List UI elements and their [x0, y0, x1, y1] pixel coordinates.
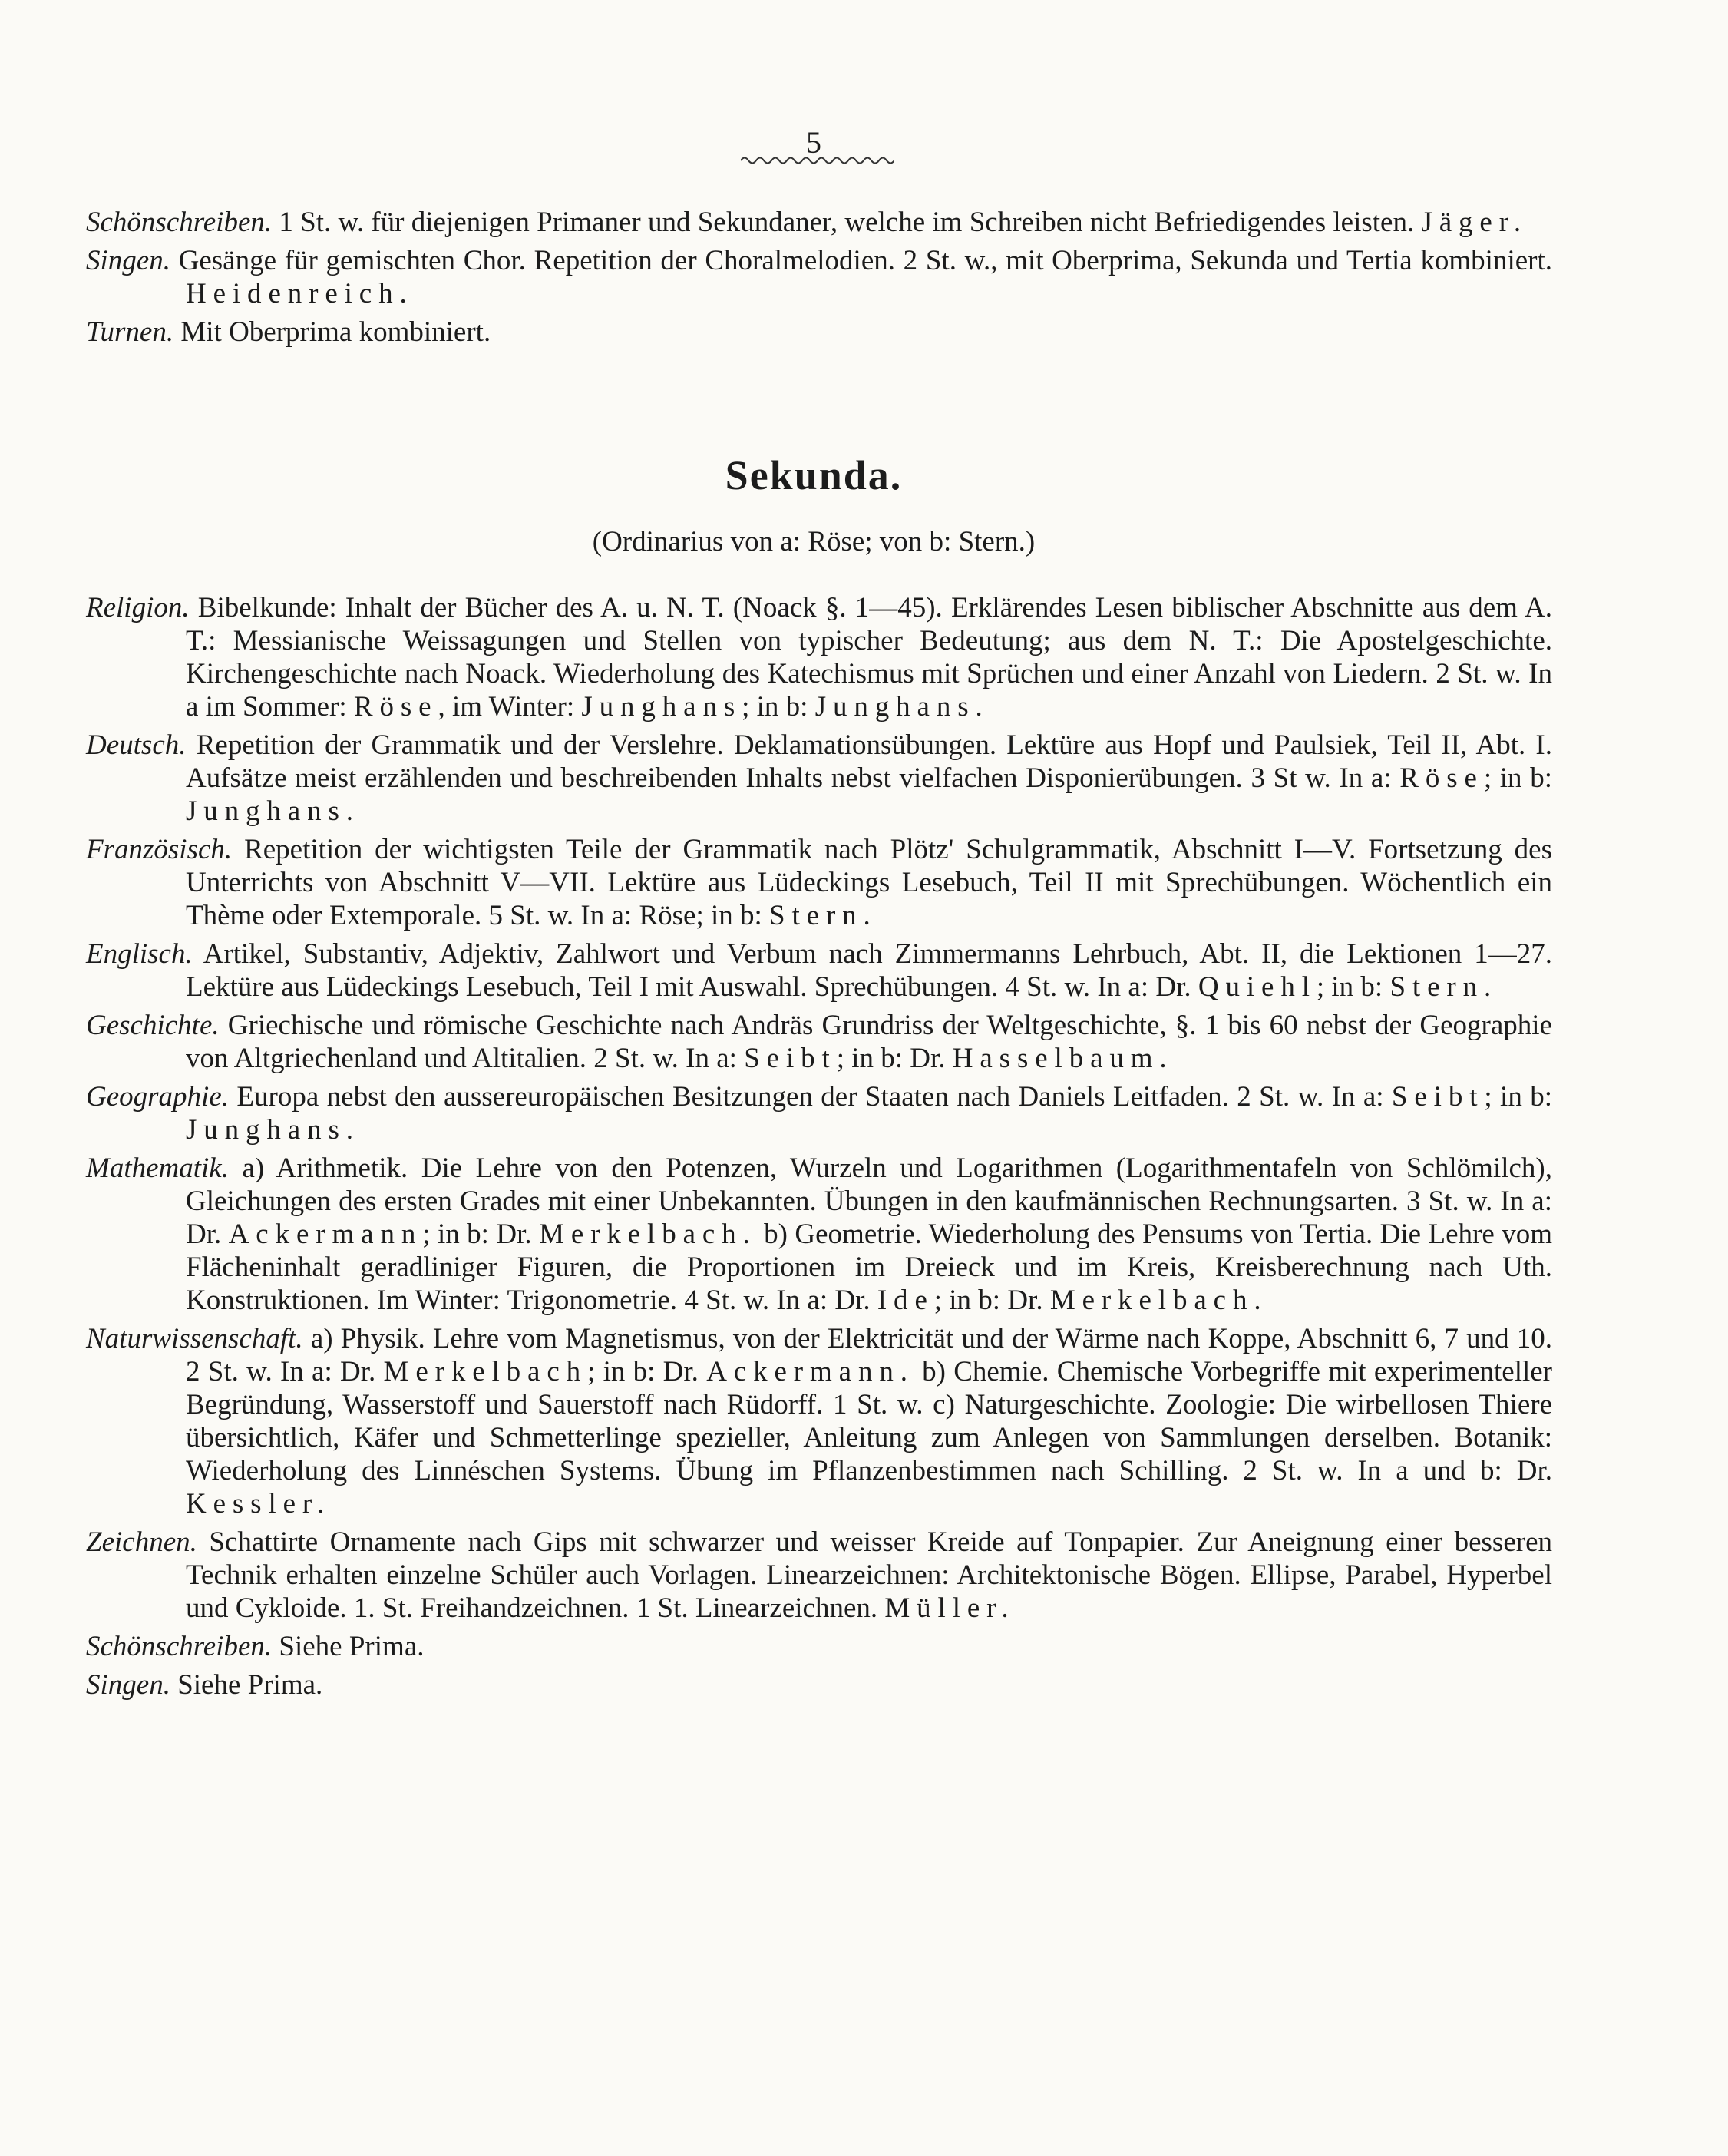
subject-entry — [86, 1322, 1552, 1520]
teacher-name: Junghans. — [186, 795, 360, 827]
teacher-name: Ackermann. — [706, 1356, 914, 1387]
teacher-name: Röse — [1399, 762, 1484, 794]
entry-text: ; in b: — [1483, 762, 1553, 794]
teacher-name: Junghans — [581, 691, 742, 723]
entry-text: Europa nebst den aussereuropäischen Besitzungen der Staaten nach Daniels Leitfaden. 2 St. w. In a: — [236, 1081, 1392, 1113]
subject-label: Schönschreiben. — [86, 207, 273, 238]
subject-entry — [86, 1009, 1552, 1075]
entry-text: Siehe Prima. — [279, 1631, 425, 1662]
entry-text: Schattirte Ornamente nach Gips mit schwarzer und weisser Kreide auf Tonpapier. Zur Aneignung einer besseren Technik erhalten einzelne Schüler auch Vorlagen. Linearzeichnen: Architektonische Bögen. Ellipse, Parabel, Hyperbel und Cykloide. 1. St. Freihandzeichnen. 1 St. Linearzeichnen. — [186, 1526, 1553, 1624]
teacher-name: Ackermann — [228, 1219, 423, 1250]
subject-label: Geographie. — [86, 1081, 229, 1113]
teacher-name: Junghans. — [186, 1114, 360, 1146]
teacher-name: Jäger. — [1421, 207, 1528, 238]
subject-label: Turnen. — [86, 316, 174, 348]
entry-text: Griechische und römische Geschichte nach Andräs Grundriss der Weltgeschichte, §. 1 bis 60 nebst der Geographie von Altgriechenland und Altitalien. 2 St. w. In a: — [186, 1010, 1552, 1074]
subject-label: Naturwissenschaft. — [86, 1323, 303, 1354]
subject-entry — [86, 591, 1552, 723]
entry-text: ; in b: Dr. — [836, 1043, 953, 1074]
teacher-name: Merkelbach. — [539, 1219, 757, 1250]
entry-text: Bibelkunde: Inhalt der Bücher des A. u. N. T. (Noack §. 1—45). Erklärendes Lesen biblischer Abschnitte aus dem A. T.: Messianische Weissagungen und Stellen von typischer Bedeutung; aus dem N. T.: Die Apostelgeschichte. Kirchengeschichte nach Noack. Wiederholung des Katechismus mit Sprüchen und einer Anzahl von Liedern. 2 St. w. In a im Sommer: — [186, 592, 1552, 723]
entry-text: ; in b: Dr. — [422, 1219, 540, 1250]
subject-label: Deutsch. — [86, 729, 187, 761]
teacher-name: Röse — [353, 691, 438, 723]
entry-text: Siehe Prima. — [177, 1669, 323, 1701]
subject-entry — [86, 729, 1552, 828]
entry-text: Repetition der wichtigsten Teile der Grammatik nach Plötz' Schulgrammatik, Abschnitt I—V. Fortsetzung des Unterrichts von Abschnitt V—VII. Lektüre aus Lüdeckings Lesebuch, Teil II mit Sprechübungen. Wöchentlich ein Thème oder Extemporale. 5 St. w. In a: Röse; in b: — [186, 834, 1553, 931]
entry-text: b) Geometrie. Wiederholung des Pensums von Tertia. Die Lehre vom Flächeninhalt geradliniger Figuren, die Proportionen im Dreieck und im Kreis, Kreisberechnung nach Uth. Konstruktionen. Im Winter: Trigonometrie. 4 St. w. In a: Dr. — [186, 1219, 1553, 1316]
subject-label: Religion. — [86, 592, 190, 623]
entry-text: Repetition der Grammatik und der Verslehre. Deklamationsübungen. Lektüre aus Hopf und Paulsiek, Teil II, Abt. I. Aufsätze meist erzählenden und beschreibenden Inhalts nebst vielfachen Disponierübungen. 3 St w. In a: — [186, 729, 1552, 794]
subject-label: Singen. — [86, 245, 170, 276]
teacher-name: Merkelbach. — [1049, 1285, 1268, 1316]
entry-text: ; in b: — [1484, 1081, 1553, 1113]
subject-entry — [86, 206, 1552, 239]
teacher-name: Seibt — [1391, 1081, 1485, 1113]
teacher-name: Müller. — [884, 1592, 1016, 1624]
teacher-name: Junghans. — [814, 691, 990, 723]
entry-text: Mit Oberprima kombiniert. — [180, 316, 491, 348]
teacher-name: Heidenreich. — [186, 278, 414, 309]
subject-label: Mathematik. — [86, 1152, 229, 1184]
teacher-name: Kessler. — [186, 1488, 332, 1519]
subject-label: Singen. — [86, 1669, 170, 1701]
subject-entry — [86, 1630, 1552, 1663]
subject-label: Zeichnen. — [86, 1526, 197, 1558]
entry-text: b) Chemie. Chemische Vorbegriffe mit experimenteller Begründung, Wasserstoff und Sauerstoff nach Rüdorff. 1 St. w. c) Naturgeschichte. Zoologie: Die wirbellosen Thiere übersichtlich, Käfer und Schmetterlinge spezieller, Anleitung zum Anlegen von Sammlungen derselben. Botanik: Wiederholung des Linnéschen Systems. Übung im Pflanzenbestimmen nach Schilling. 2 St. w. In a und b: Dr. — [186, 1356, 1553, 1486]
teacher-name: Ide — [877, 1285, 934, 1316]
subject-entry — [86, 1668, 1552, 1701]
subject-entry — [86, 1080, 1552, 1146]
wavy-rule-ornament — [741, 154, 894, 167]
entry-text: a) Arithmetik. Die Lehre von den Potenzen, Wurzeln und Logarithmen (Logarithmentafeln von Schlömilch), Gleichungen des ersten Grades mit einer Unbekannten. Übungen in den kaufmännischen Rechnungsarten. 3 St. w. In a: Dr. — [186, 1152, 1553, 1250]
prima-entries — [86, 206, 1552, 354]
subject-entry — [86, 316, 1552, 349]
subject-label: Französisch. — [86, 834, 233, 865]
subject-label: Geschichte. — [86, 1010, 220, 1041]
entry-text: 1 St. w. für diejenigen Primaner und Sekundaner, welche im Schreiben nicht Befriedigendes leisten. — [279, 207, 1422, 238]
entry-text: a) Physik. Lehre vom Magnetismus, von der Elektricität und der Wärme nach Koppe, Abschnitt 6, 7 und 10. 2 St. w. In a: Dr. — [186, 1323, 1553, 1387]
teacher-name: Stern. — [1389, 971, 1498, 1003]
section-subtitle: (Ordinarius von a: Röse; von b: Stern.) — [592, 526, 1036, 557]
entry-text: Artikel, Substantiv, Adjektiv, Zahlwort und Verbum nach Zimmermanns Lehrbuch, Abt. II, die Lektionen 1—27. Lektüre aus Lüdeckings Lesebuch, Teil I mit Auswahl. Sprechübungen. 4 St. w. In a: Dr. — [186, 938, 1552, 1003]
subject-entry — [86, 1152, 1552, 1317]
teacher-name: Merkelbach — [383, 1356, 588, 1387]
entry-text: ; in b: Dr. — [587, 1356, 707, 1387]
entry-text: , im Winter: — [438, 691, 582, 723]
page-number: 5 — [806, 125, 821, 160]
teacher-name: Seibt — [744, 1043, 837, 1074]
subject-entry — [86, 833, 1552, 932]
subject-entry — [86, 244, 1552, 310]
subject-entry — [86, 1526, 1552, 1625]
teacher-name: Quiehl — [1198, 971, 1317, 1003]
subject-label: Englisch. — [86, 938, 193, 970]
entry-text: Gesänge für gemischten Chor. Repetition der Choralmelodien. 2 St. w., mit Oberprima, Sekunda und Tertia kombiniert. — [178, 245, 1553, 276]
teacher-name: Hasselbaum. — [952, 1043, 1174, 1074]
entry-text: ; in b: — [742, 691, 815, 723]
subject-label: Schönschreiben. — [86, 1631, 273, 1662]
teacher-name: Stern. — [769, 900, 877, 931]
subject-entry — [86, 937, 1552, 1004]
section-heading: Sekunda. — [725, 452, 903, 498]
entry-text: ; in b: Dr. — [933, 1285, 1050, 1316]
sekunda-entries — [86, 591, 1552, 1707]
entry-text: ; in b: — [1316, 971, 1390, 1003]
